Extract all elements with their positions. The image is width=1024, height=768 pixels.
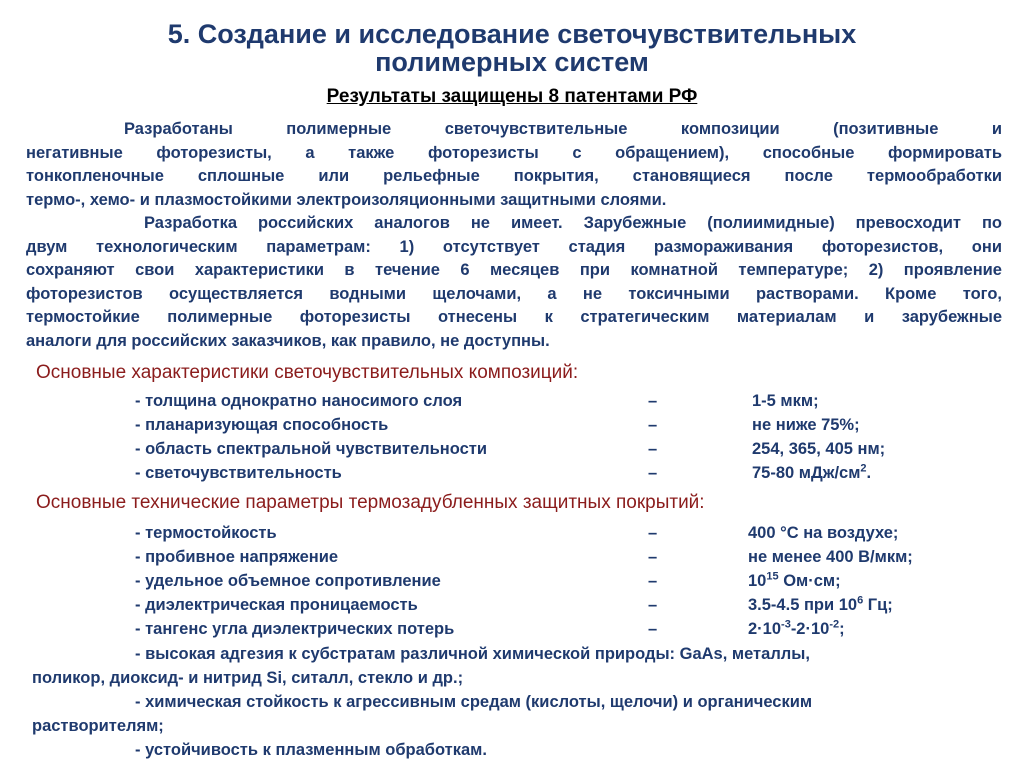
characteristic-name: - планаризующая способность <box>135 416 389 434</box>
value-text: 3.5-4.5 при 10 <box>748 596 858 614</box>
section-1-heading: Основные характеристики светочувствительных композиций: <box>36 362 579 383</box>
paragraph-1-line: тонкопленочные сплошные или рельефные покрытия, становящиеся после термообработки <box>26 167 1002 185</box>
paragraph-1 <box>26 118 1002 212</box>
section-2-heading: Основные технические параметры термозадубленных защитных покрытий: <box>36 492 705 513</box>
value-text: 75-80 мДж/см <box>752 464 861 482</box>
parameter-value <box>748 570 841 592</box>
slide-title-line-1: 5. Создание и исследование светочувствительных <box>167 19 857 49</box>
value-tail: Ом·см; <box>778 572 841 590</box>
extra-property-line: - химическая стойкость к агрессивным средам (кислоты, щелочи) и органическим <box>135 693 813 711</box>
characteristic-name: - область спектральной чувствительности <box>135 440 488 458</box>
paragraph-2-line: сохраняют свои характеристики в течение 6 месяцев при комнатной температуре; 2) проявление <box>26 261 1002 279</box>
extra-property-line: поликор, диоксид- и нитрид Si, ситалл, стекло и др.; <box>32 669 464 687</box>
paragraph-1-line: термо-, хемо- и плазмостойкими электроизоляционными защитными слоями. <box>26 190 667 209</box>
parameter-name: - пробивное напряжение <box>135 548 339 566</box>
characteristic-dash: – <box>648 464 658 482</box>
patents-subtitle: Результаты защищены 8 патентами РФ <box>326 86 698 107</box>
parameter-name: - диэлектрическая проницаемость <box>135 596 418 614</box>
extra-property-line: - устойчивость к плазменным обработкам. <box>135 741 487 759</box>
parameter-dash: – <box>648 524 658 542</box>
paragraph-2-line: двум технологическим параметрам: 1) отсутствует стадия размораживания фоторезистов, они <box>26 237 1002 256</box>
parameter-dash: – <box>648 596 658 614</box>
paragraph-2-line: фоторезистов осуществляется водными щелочами, а не токсичными растворами. Кроме того, <box>26 284 1002 303</box>
characteristic-dash: – <box>648 392 658 410</box>
paragraph-2-line: аналоги для российских заказчиков, как правило, не доступны. <box>26 331 550 350</box>
paragraph-2-line: термостойкие полимерные фоторезисты отнесены к стратегическим материалам и зарубежные <box>26 308 1002 326</box>
value-superscript: 15 <box>766 570 779 583</box>
value-superscript: 6 <box>857 594 864 607</box>
value-tail: . <box>866 464 872 482</box>
parameter-value <box>748 594 893 616</box>
characteristic-dash: – <box>648 440 658 458</box>
extra-property-line: - высокая адгезия к субстратам различной химической природы: GaAs, металлы, <box>135 645 810 663</box>
parameter-name: - удельное объемное сопротивление <box>135 572 441 590</box>
parameter-dash: – <box>648 548 658 566</box>
parameter-dash: – <box>648 572 658 590</box>
parameter-value: не менее 400 В/мкм; <box>748 548 913 566</box>
value-superscript: -3 <box>781 618 791 631</box>
value-tail: Гц; <box>863 596 893 614</box>
value-text: 10 <box>748 572 767 590</box>
paragraph-2 <box>26 212 1002 353</box>
value-superscript: 2 <box>860 462 867 475</box>
paragraph-1-line: негативные фоторезисты, а также фоторезисты с обращением), способные формировать <box>26 143 1002 162</box>
value-superscript: -2 <box>829 618 840 631</box>
paragraph-1-line: Разработаны полимерные светочувствительные композиции (позитивные и <box>124 120 1002 138</box>
characteristic-value: не ниже 75%; <box>752 416 860 434</box>
characteristic-value: 254, 365, 405 нм; <box>752 440 886 458</box>
slide-title-line-2: полимерных систем <box>375 47 649 77</box>
characteristic-name: - светочувствительность <box>135 464 342 482</box>
paragraph-2-line: Разработка российских аналогов не имеет. Зарубежные (полиимидные) превосходит по <box>144 214 1002 232</box>
parameter-dash: – <box>648 620 658 638</box>
parameter-value: 400 °С на воздухе; <box>748 524 899 542</box>
parameter-name: - термостойкость <box>135 524 277 542</box>
parameter-value <box>748 618 845 640</box>
extra-property-line: растворителям; <box>32 717 164 735</box>
characteristic-value <box>752 462 871 484</box>
characteristic-name: - толщина однократно наносимого слоя <box>135 392 463 410</box>
value-tail: ; <box>839 620 845 638</box>
value-tail: -2·10 <box>790 620 830 638</box>
parameter-name: - тангенс угла диэлектрических потерь <box>135 620 455 638</box>
characteristic-value: 1-5 мкм; <box>752 392 819 410</box>
value-text: 2·10 <box>748 620 782 638</box>
characteristic-dash: – <box>648 416 658 434</box>
